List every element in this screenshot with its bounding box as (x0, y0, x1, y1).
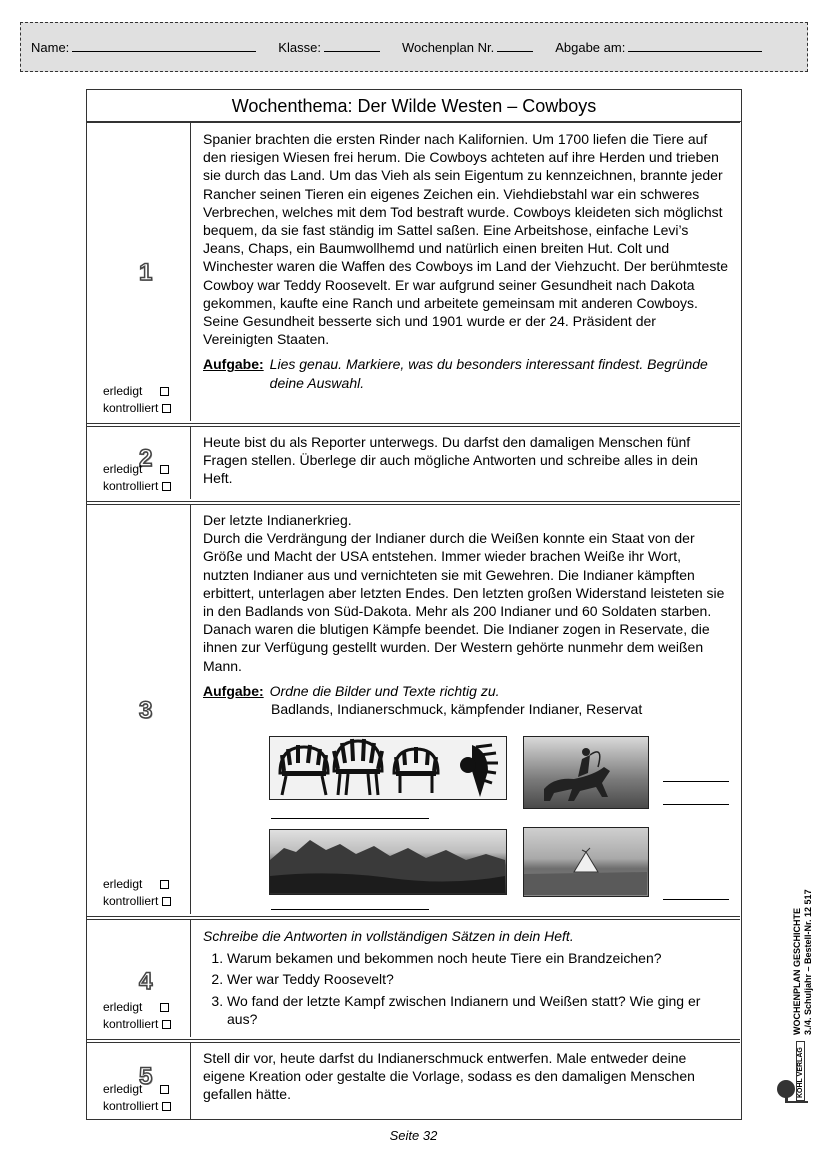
done-checkbox[interactable]: erledigt (87, 876, 191, 893)
checked-checkbox[interactable]: kontrolliert (87, 478, 191, 495)
worksheet (86, 89, 742, 1120)
tipi-icon (524, 828, 647, 895)
question-list (203, 949, 728, 1028)
reservation-image (523, 827, 649, 897)
section-text: Spanier brachten die ersten Rinder nach Kalifornien. Um 1700 liefen die Tiere auf den riesigen Wiesen frei herum. Die Cowboys achteten auf ihre Herden und trieben sie durch das Land. Um das Vieh als sein Eigentum zu kennzeichnen, brannte jeder Rancher seinen Tieren ein eigenes Zeichen ein. Viehdiebstahl war ein schweres Verbrechen, welches mit dem Tod bestraft wurde. Cowboys kleideten sich möglichst bequem, da sie fast ständig im Sattel saßen. Eine Arbeitshose, einfache Levi’s Jeans, Chaps, ein Baumwollhemd und natürlich einen breiten Hut. Colt und Winchester waren die Waffen des Cowboys im Land der Viehzucht. Der berühmteste Cowboy war Teddy Roosevelt. Er war aufgrund seiner Gesundheit nach Dakota gekommen, kaufte eine Ranch und arbeitete gemeinsam mit anderen Cowboys. Seine Gesundheit besserte sich und 1901 wurde er der 24. Präsident der Vereinigten Staaten. (203, 131, 728, 348)
done-checkbox[interactable]: erledigt (87, 461, 191, 478)
publisher-logo (774, 1045, 810, 1105)
task-text: Lies genau. Markiere, was du besonders interessant findest. Begründe deine Auswahl. (269, 356, 708, 391)
checked-checkbox[interactable]: kontrolliert (87, 1098, 191, 1115)
headdress-image (269, 736, 507, 800)
abgabe-field[interactable]: Abgabe am: (555, 40, 762, 55)
checked-checkbox[interactable]: kontrolliert (87, 893, 191, 910)
checked-checkbox[interactable]: kontrolliert (87, 1016, 191, 1033)
list-item: 2. Wer war Teddy Roosevelt? (227, 970, 728, 988)
page-title: Wochenthema: Der Wilde Westen – Cowboys (87, 90, 741, 122)
checkbox-group (87, 383, 191, 417)
section-text: Durch die Verdrängung der Indianer durch die Weißen konnte ein Staat von der Größe und Macht der USA entstehen. Immer wieder brachen Weiße ihr Wort, nutzten Indianer aus und vernichteten sie mit Gewehren. Die Indianer kämpften erbittert, unterlagen aber letzten Endes. Den letzten großen Widerstand leisteten sie in den Badlands von Süd-Dakota. Mehr als 200 Indianer und 60 Soldaten starben. Danach waren die blutigen Kämpfe beendet. Die Indianer zogen in Reservate, die ihnen zur Verfügung gestellt wurden. Der Western gehörte nunmehr dem weißen Mann. (203, 530, 725, 674)
section-intro: Schreibe die Antworten in vollständigen Sätzen in dein Heft. (203, 928, 574, 944)
answer-line[interactable] (271, 909, 429, 910)
done-checkbox[interactable]: erledigt (87, 1081, 191, 1098)
section-3 (87, 501, 740, 914)
section-1 (87, 122, 740, 421)
section-2 (87, 423, 740, 499)
section-number: 1 (139, 259, 153, 286)
checkbox-group (87, 461, 191, 495)
task (203, 355, 728, 391)
logo-text: KOHL VERLAG (796, 1041, 805, 1101)
publisher-sidebar (772, 845, 812, 1110)
task (203, 682, 728, 700)
mountains-icon (270, 830, 505, 893)
task-text: Ordne die Bilder und Texte richtig zu. (269, 682, 500, 699)
section-4 (87, 916, 740, 1037)
header-bar (20, 22, 808, 72)
checkbox-group (87, 1081, 191, 1115)
sidebar-order: 3./4. Schuljahr – Bestell-Nr. 12 517 (803, 889, 813, 1035)
page-number: Seite 32 (389, 1128, 438, 1143)
done-checkbox[interactable]: erledigt (87, 383, 191, 400)
headdress-icon (270, 737, 505, 798)
section-number: 2 (139, 445, 153, 472)
answer-line[interactable] (663, 899, 729, 900)
rider-icon (524, 737, 647, 807)
fighting-indian-image (523, 736, 649, 809)
answer-line[interactable] (271, 818, 429, 819)
wochenplan-field[interactable]: Wochenplan Nr. (402, 40, 533, 55)
sidebar-title: WOCHENPLAN GESCHICHTE (792, 907, 802, 1035)
section-number: 4 (139, 968, 153, 995)
section-heading: Der letzte Indianerkrieg. (203, 512, 352, 528)
section-number: 5 (139, 1063, 153, 1090)
list-item: 1. Warum bekamen und bekommen noch heute Tiere ein Brandzeichen? (227, 949, 728, 967)
answer-line[interactable] (663, 804, 729, 805)
answer-line[interactable] (663, 781, 729, 782)
klasse-field[interactable]: Klasse: (278, 40, 380, 55)
section-number: 3 (139, 697, 153, 724)
task-label: Aufgabe: (203, 356, 264, 373)
badlands-image (269, 829, 507, 895)
checkbox-group (87, 876, 191, 910)
checkbox-group (87, 999, 191, 1033)
task-label: Aufgabe: (203, 682, 264, 699)
done-checkbox[interactable]: erledigt (87, 999, 191, 1016)
name-field[interactable]: Name: (31, 40, 256, 55)
section-5 (87, 1039, 740, 1119)
checked-checkbox[interactable]: kontrolliert (87, 400, 191, 417)
word-list: Badlands, Indianerschmuck, kämpfender Indianer, Reservat (271, 701, 643, 718)
section-text: Stell dir vor, heute darfst du Indianerschmuck entwerfen. Male entweder deine eigene Kreation oder gestalte die Vorlage, sodass es den damaligen Menschen gefallen hätte. (203, 1050, 695, 1103)
list-item: 3. Wo fand der letzte Kampf zwischen Indianern und Weißen statt? Wie ging er aus? (227, 992, 728, 1028)
section-text: Heute bist du als Reporter unterwegs. Du darfst den damaligen Menschen fünf Fragen stellen. Überlege dir auch mögliche Antworten und schreibe alles in dein Heft. (203, 434, 698, 487)
